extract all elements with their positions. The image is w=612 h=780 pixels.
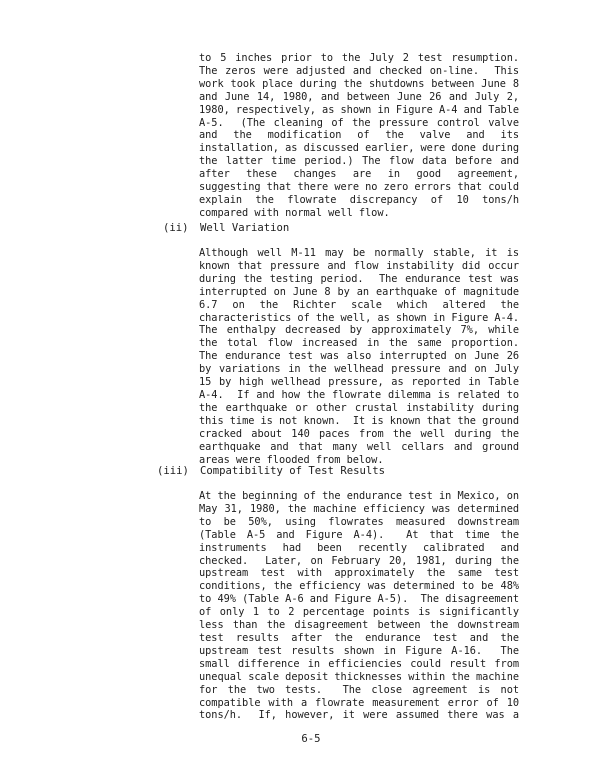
page-number: 6-5 — [301, 733, 321, 745]
text-line: by variations in the wellhead pressure and on July — [199, 363, 519, 376]
text-line: May 31, 1980, the machine efficiency was determined — [199, 502, 519, 515]
text-line: this time is not known. It is known that the ground — [199, 414, 519, 427]
section-number: (ii) — [163, 222, 189, 234]
text-line: installation, as discussed earlier, were done during — [199, 142, 519, 155]
text-line: areas were flooded from below. — [199, 453, 384, 466]
text-line: characteristics of the well, as shown in Figure A-4. — [199, 311, 519, 324]
text-line: test results after the endurance test and the — [199, 631, 519, 644]
text-line: after these changes are in good agreement, — [199, 168, 519, 181]
text-line: to be 50%, using flowrates measured downstream — [199, 515, 519, 528]
text-line: conditions, the efficiency was determined to be 48% — [199, 580, 519, 593]
text-line: during the testing period. The endurance test was — [199, 272, 519, 285]
text-line: instruments had been recently calibrated and — [199, 541, 519, 554]
text-line: to 5 inches prior to the July 2 test resumption. — [199, 52, 519, 64]
text-line: A-4. If and how the flowrate dilemma is related to — [199, 388, 519, 401]
text-line: earthquake and that many well cellars and ground — [199, 440, 519, 453]
text-line: The zeros were adjusted and checked on-line. This — [199, 64, 519, 77]
text-line: small difference in efficiencies could result from — [199, 657, 519, 670]
text-line: compatible with a flowrate measurement error of 10 — [199, 696, 519, 709]
text-line: and the modification of the valve and its — [199, 129, 519, 142]
paragraph-flow-measurement — [199, 52, 519, 220]
paragraph-well-variation — [199, 247, 519, 466]
text-line: 6.7 on the Richter scale which altered the — [199, 298, 519, 311]
text-line: explain the flowrate discrepancy of 10 tons/h — [199, 193, 519, 206]
text-line: work took place during the shutdowns between June 8 — [199, 77, 519, 90]
text-line: 15 by high wellhead pressure, as reported in Table — [199, 376, 519, 389]
text-line: to 49% (Table A-6 and Figure A-5). The disagreement — [199, 593, 519, 606]
text-line: for the two tests. The close agreement is not — [199, 683, 519, 696]
text-line: of only 1 to 2 percentage points is significantly — [199, 606, 519, 619]
section-heading-compatibility: Compatibility of Test Results — [200, 465, 385, 477]
text-line: At the beginning of the endurance test in Mexico, on — [199, 490, 519, 502]
text-line: The enthalpy decreased by approximately 7%, while — [199, 324, 519, 337]
text-line: checked. Later, on February 20, 1981, during the — [199, 554, 519, 567]
text-line: The endurance test was also interrupted on June 26 — [199, 350, 519, 363]
text-line: cracked about 140 paces from the well during the — [199, 427, 519, 440]
text-line: interrupted on June 8 by an earthquake of magnitude — [199, 285, 519, 298]
text-line: (Table A-5 and Figure A-4). At that time the — [199, 528, 519, 541]
text-line: compared with normal well flow. — [199, 206, 390, 219]
paragraph-compatibility — [199, 490, 519, 722]
text-line: suggesting that there were no zero errors that could — [199, 181, 519, 194]
section-number: (iii) — [157, 465, 189, 477]
text-line: Although well M-11 may be normally stable, it is — [199, 247, 519, 259]
text-line: the latter time period.) The flow data before and — [199, 155, 519, 168]
text-line: tons/h. If, however, it were assumed there was a — [199, 709, 519, 722]
text-line: less than the disagreement between the downstream — [199, 619, 519, 632]
section-heading-well-variation: Well Variation — [200, 222, 290, 234]
text-line: 1980, respectively, as shown in Figure A-4 and Table — [199, 103, 519, 116]
text-line: upstream test with approximately the same test — [199, 567, 519, 580]
text-line: the earthquake or other crustal instability during — [199, 401, 519, 414]
text-line: upstream test results shown in Figure A-16. The — [199, 644, 519, 657]
text-line: the total flow increased in the same proportion. — [199, 337, 519, 350]
text-line: and June 14, 1980, and between June 26 and July 2, — [199, 90, 519, 103]
text-line: A-5. (The cleaning of the pressure control valve — [199, 116, 519, 129]
text-line: known that pressure and flow instability did occur — [199, 259, 519, 272]
text-line: unequal scale deposit thicknesses within the machine — [199, 670, 519, 683]
